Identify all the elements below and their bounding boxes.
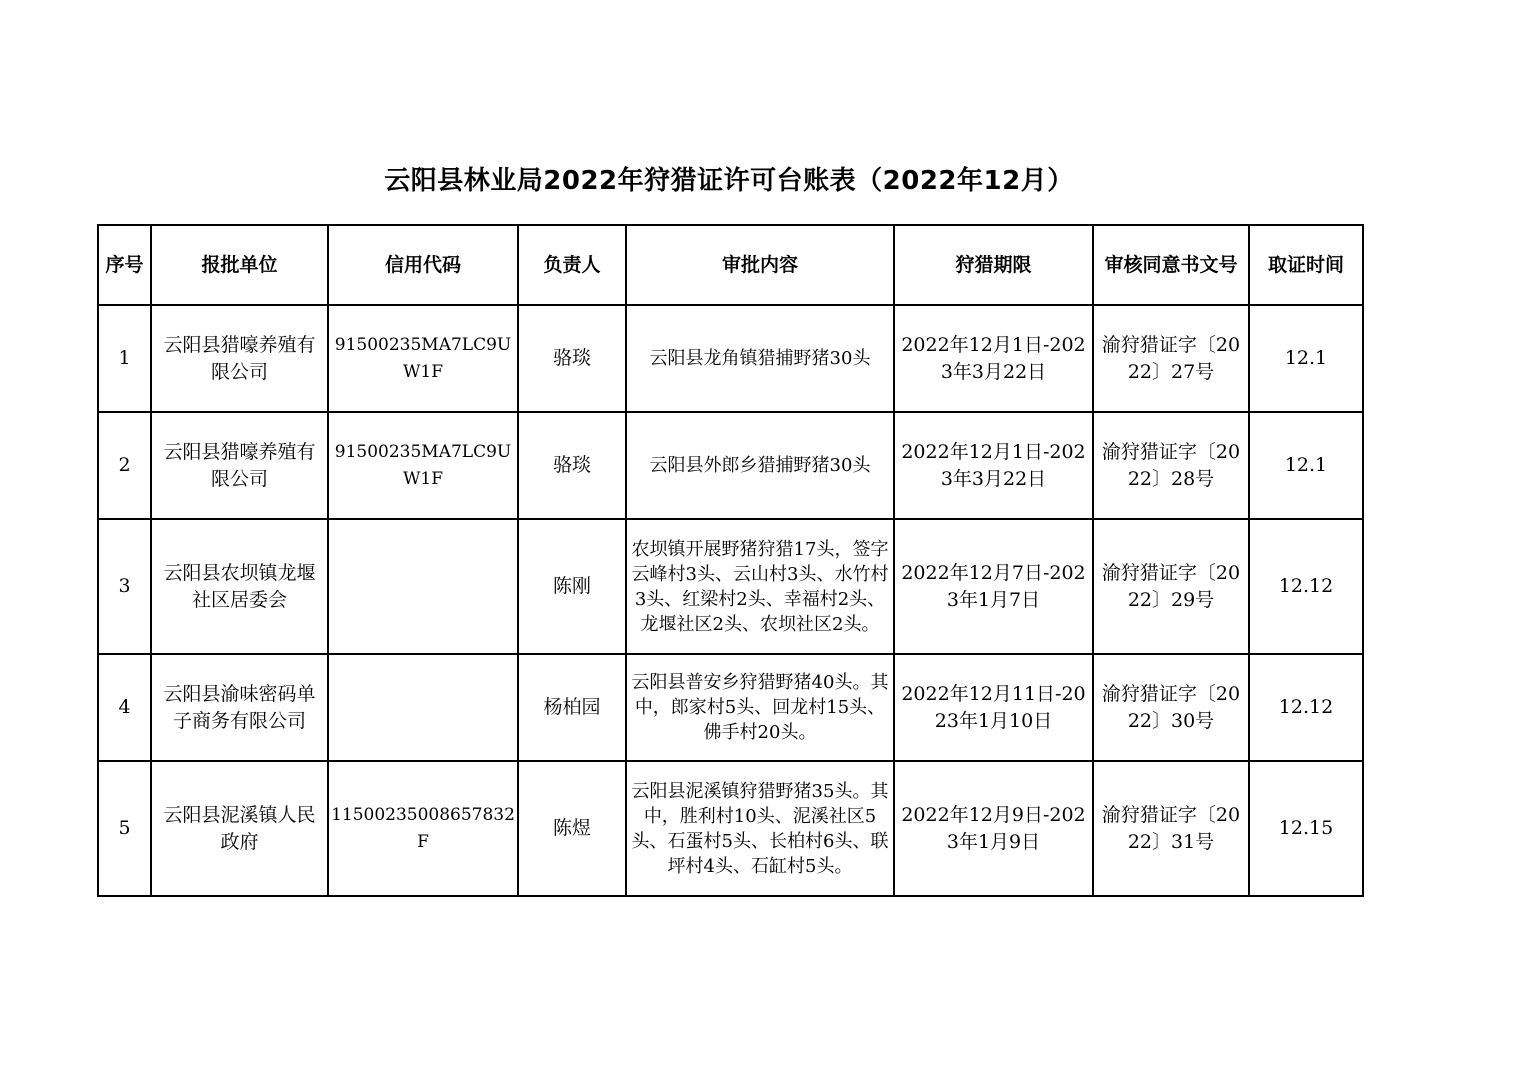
cell-serial-number: 1 [98, 305, 151, 412]
table-row [98, 761, 1363, 896]
cell-issue-date: 12.1 [1249, 305, 1363, 412]
cell-issue-date: 12.12 [1249, 654, 1363, 761]
cell-credit-code [328, 519, 518, 654]
cell-approval-document-number: 渝狩猎证字〔2022〕27号 [1093, 305, 1249, 412]
cell-hunting-period: 2022年12月11日-2023年1月10日 [894, 654, 1093, 761]
cell-hunting-period: 2022年12月7日-2023年1月7日 [894, 519, 1093, 654]
cell-responsible-person: 杨柏园 [518, 654, 626, 761]
page-title: 云阳县林业局2022年狩猎证许可台账表（2022年12月） [384, 166, 1074, 196]
cell-serial-number: 3 [98, 519, 151, 654]
cell-applicant-unit: 云阳县泥溪镇人民政府 [151, 761, 328, 896]
cell-issue-date: 12.1 [1249, 412, 1363, 519]
cell-approval-content: 云阳县龙角镇猎捕野猪30头 [626, 305, 894, 412]
cell-responsible-person: 陈煜 [518, 761, 626, 896]
cell-serial-number: 2 [98, 412, 151, 519]
header-applicant-unit: 报批单位 [151, 225, 328, 305]
cell-approval-document-number: 渝狩猎证字〔2022〕30号 [1093, 654, 1249, 761]
cell-approval-content: 云阳县外郎乡猎捕野猪30头 [626, 412, 894, 519]
cell-issue-date: 12.12 [1249, 519, 1363, 654]
header-responsible-person: 负责人 [518, 225, 626, 305]
cell-issue-date: 12.15 [1249, 761, 1363, 896]
cell-hunting-period: 2022年12月9日-2023年1月9日 [894, 761, 1093, 896]
table-row [98, 412, 1363, 519]
cell-approval-content: 云阳县泥溪镇狩猎野猪35头。其中，胜利村10头、泥溪社区5头、石蛋村5头、长柏村6头、联坪村4头、石缸村5头。 [626, 761, 894, 896]
cell-serial-number: 4 [98, 654, 151, 761]
cell-credit-code: 91500235MA7LC9UW1F [328, 412, 518, 519]
header-hunting-period: 狩猎期限 [894, 225, 1093, 305]
cell-approval-content: 农坝镇开展野猪狩猎17头，签字云峰村3头、云山村3头、水竹村3头、红梁村2头、幸福村2头、龙堰社区2头、农坝社区2头。 [626, 519, 894, 654]
table-row [98, 519, 1363, 654]
header-approval-document-number: 审核同意书文号 [1093, 225, 1249, 305]
cell-applicant-unit: 云阳县农坝镇龙堰社区居委会 [151, 519, 328, 654]
cell-applicant-unit: 云阳县渝味密码单子商务有限公司 [151, 654, 328, 761]
cell-applicant-unit: 云阳县猎嚎养殖有限公司 [151, 412, 328, 519]
table-row [98, 305, 1363, 412]
cell-responsible-person: 陈刚 [518, 519, 626, 654]
cell-credit-code: 11500235008657832F [328, 761, 518, 896]
header-issue-date: 取证时间 [1249, 225, 1363, 305]
cell-approval-document-number: 渝狩猎证字〔2022〕29号 [1093, 519, 1249, 654]
cell-credit-code [328, 654, 518, 761]
table-header-row [98, 225, 1363, 305]
cell-responsible-person: 骆琰 [518, 305, 626, 412]
cell-responsible-person: 骆琰 [518, 412, 626, 519]
header-approval-content: 审批内容 [626, 225, 894, 305]
header-credit-code: 信用代码 [328, 225, 518, 305]
table-row [98, 654, 1363, 761]
cell-applicant-unit: 云阳县猎嚎养殖有限公司 [151, 305, 328, 412]
cell-credit-code: 91500235MA7LC9UW1F [328, 305, 518, 412]
header-serial-number: 序号 [98, 225, 151, 305]
cell-hunting-period: 2022年12月1日-2023年3月22日 [894, 412, 1093, 519]
cell-approval-document-number: 渝狩猎证字〔2022〕31号 [1093, 761, 1249, 896]
cell-approval-content: 云阳县普安乡狩猎野猪40头。其中，郎家村5头、回龙村15头、佛手村20头。 [626, 654, 894, 761]
cell-serial-number: 5 [98, 761, 151, 896]
hunting-license-ledger-table [97, 224, 1364, 897]
cell-hunting-period: 2022年12月1日-2023年3月22日 [894, 305, 1093, 412]
cell-approval-document-number: 渝狩猎证字〔2022〕28号 [1093, 412, 1249, 519]
